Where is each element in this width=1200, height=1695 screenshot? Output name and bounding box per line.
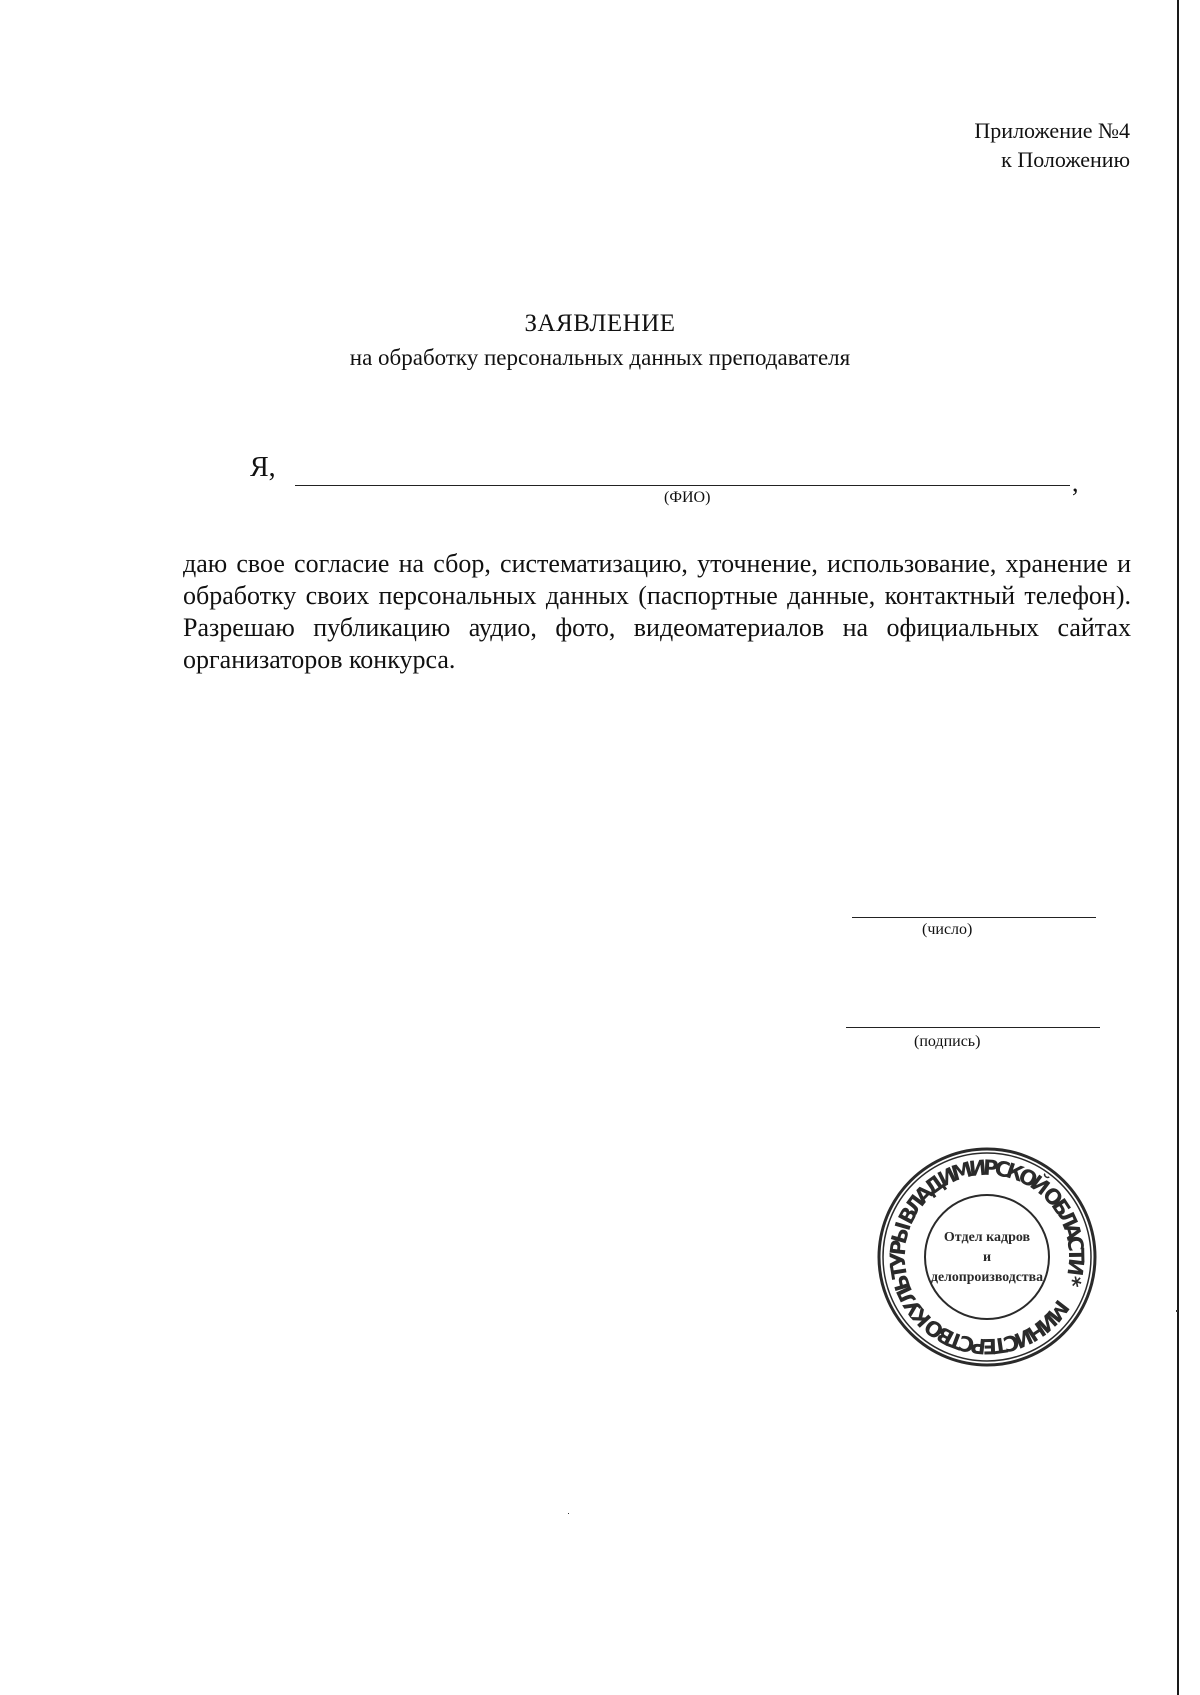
official-stamp <box>872 1145 1102 1370</box>
scan-speck <box>1176 1310 1178 1312</box>
signature-input-line[interactable] <box>846 1027 1100 1028</box>
fio-prefix: Я, <box>250 452 276 483</box>
scan-speck <box>568 1513 569 1514</box>
fio-suffix: , <box>1072 468 1079 497</box>
signature-caption: (подпись) <box>914 1033 981 1050</box>
stamp-inner-line1: Отдел кадров <box>943 1230 1031 1245</box>
stamp-inner-line3: делопроизводства <box>931 1270 1043 1285</box>
consent-paragraph: даю свое согласие на сбор, систематизацию, уточнение, использование, хранение и обработку своих персональных данных (паспортные данные, контактный телефон). Разрешаю публикацию аудио, фото, видеоматериалов на официальных сайтах организаторов конкурса. <box>183 549 1131 674</box>
document-title: ЗАЯВЛЕНИЕ <box>524 310 676 337</box>
date-input-line[interactable] <box>852 917 1096 918</box>
stamp-inner-line2: и <box>982 1250 992 1265</box>
fio-caption: (ФИО) <box>664 489 711 506</box>
document-subtitle: на обработку персональных данных преподавателя <box>349 345 851 370</box>
appendix-number: Приложение №4 <box>974 118 1130 143</box>
stamp-ring-textpath: МИНИСТЕРСТВО КУЛЬТУРЫ ВЛАДИМИРСКОЙ ОБЛАСТИ * <box>885 1155 1089 1359</box>
appendix-regulation: к Положению <box>1001 147 1130 172</box>
appendix-reference <box>974 116 1130 174</box>
date-caption: (число) <box>922 921 973 938</box>
fio-input-line[interactable] <box>295 485 1070 486</box>
stamp-seal-icon <box>872 1145 1102 1370</box>
page-edge-line <box>1177 0 1179 1695</box>
